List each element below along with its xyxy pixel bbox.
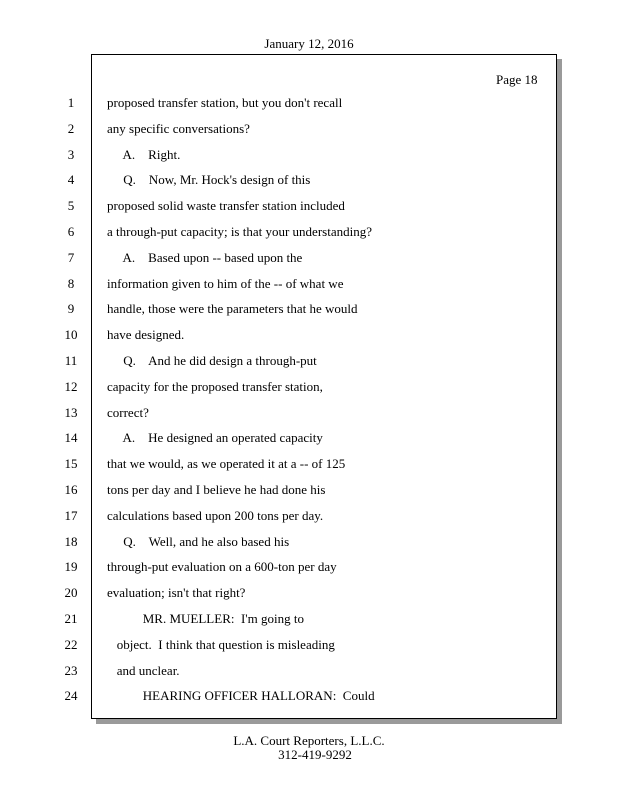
line-number: 9 [67,301,75,317]
line-text: information given to him of the -- of what we [107,275,344,291]
line-number: 21 [64,611,78,626]
line-number: 17 [64,507,78,523]
line-number: 8 [67,275,75,291]
line-number: 3 [67,146,75,162]
transcript-line [0,503,618,529]
transcript-line [0,296,618,322]
line-number: 22 [64,636,78,652]
line-text: A. Right. [107,146,181,162]
line-text: any specific conversations? [107,120,250,136]
line-text: Q. And he did design a through-put [107,353,317,368]
header-date: January 12, 2016 [264,36,354,51]
line-text: Q. Now, Mr. Hock's design of this [107,172,311,188]
line-text: capacity for the proposed transfer station, [107,378,323,394]
transcript-line [0,271,618,297]
line-number: 10 [64,327,78,343]
line-text: Q. Well, and he also based his [107,533,290,549]
line-text: through-put evaluation on a 600-ton per day [107,559,337,575]
transcript-line [0,219,618,245]
line-text: MR. MUELLER: I'm going to [107,611,304,626]
line-number: 4 [67,172,75,188]
page-number: Page 18 [496,72,538,87]
line-text: object. I think that question is misleading [107,636,335,652]
footer-phone: 312-419-9292 [278,747,352,762]
line-text: have designed. [107,327,185,343]
transcript-line [0,477,618,503]
transcript-line [0,116,618,142]
line-number: 2 [67,120,75,136]
line-text: proposed transfer station, but you don't recall [107,95,343,110]
line-number: 5 [67,198,75,214]
transcript-line [0,245,618,271]
line-text: correct? [107,404,149,420]
line-number: 18 [64,533,78,549]
transcript-line [0,425,618,451]
line-number: 6 [67,224,75,239]
transcript-line [0,658,618,684]
line-text: HEARING OFFICER HALLORAN: Could [107,688,375,704]
line-text: a through-put capacity; is that your understanding? [107,224,372,239]
line-number: 16 [64,482,78,497]
line-text: A. He designed an operated capacity [107,430,323,446]
line-number: 13 [64,404,78,420]
transcript-line [0,683,618,709]
line-number: 20 [64,585,78,601]
transcript-line [0,400,618,426]
transcript-line [0,606,618,632]
transcript-line [0,90,618,116]
line-number: 12 [64,378,78,394]
transcript-line [0,142,618,168]
line-number: 23 [64,662,78,678]
transcript-line [0,322,618,348]
transcript-line [0,580,618,606]
transcript-line [0,193,618,219]
line-text: evaluation; isn't that right? [107,585,246,601]
transcript-line [0,348,618,374]
line-text: A. Based upon -- based upon the [107,249,303,265]
line-text: handle, those were the parameters that he would [107,301,358,317]
line-text: and unclear. [107,662,180,678]
line-number: 11 [64,353,78,368]
footer-company: L.A. Court Reporters, L.L.C. [233,733,385,748]
line-text: proposed solid waste transfer station included [107,198,345,214]
transcript-line [0,529,618,555]
line-text: that we would, as we operated it at a -- of 125 [107,456,346,472]
line-number: 14 [64,430,78,446]
line-number: 15 [64,456,78,472]
transcript-line [0,451,618,477]
line-number: 19 [64,559,78,575]
line-text: calculations based upon 200 tons per day. [107,507,324,523]
line-number: 7 [67,249,75,265]
line-number: 24 [64,688,78,704]
transcript-line [0,374,618,400]
transcript-line [0,554,618,580]
line-text: tons per day and I believe he had done his [107,482,326,497]
transcript-line [0,167,618,193]
transcript-line [0,632,618,658]
line-number: 1 [67,95,75,110]
